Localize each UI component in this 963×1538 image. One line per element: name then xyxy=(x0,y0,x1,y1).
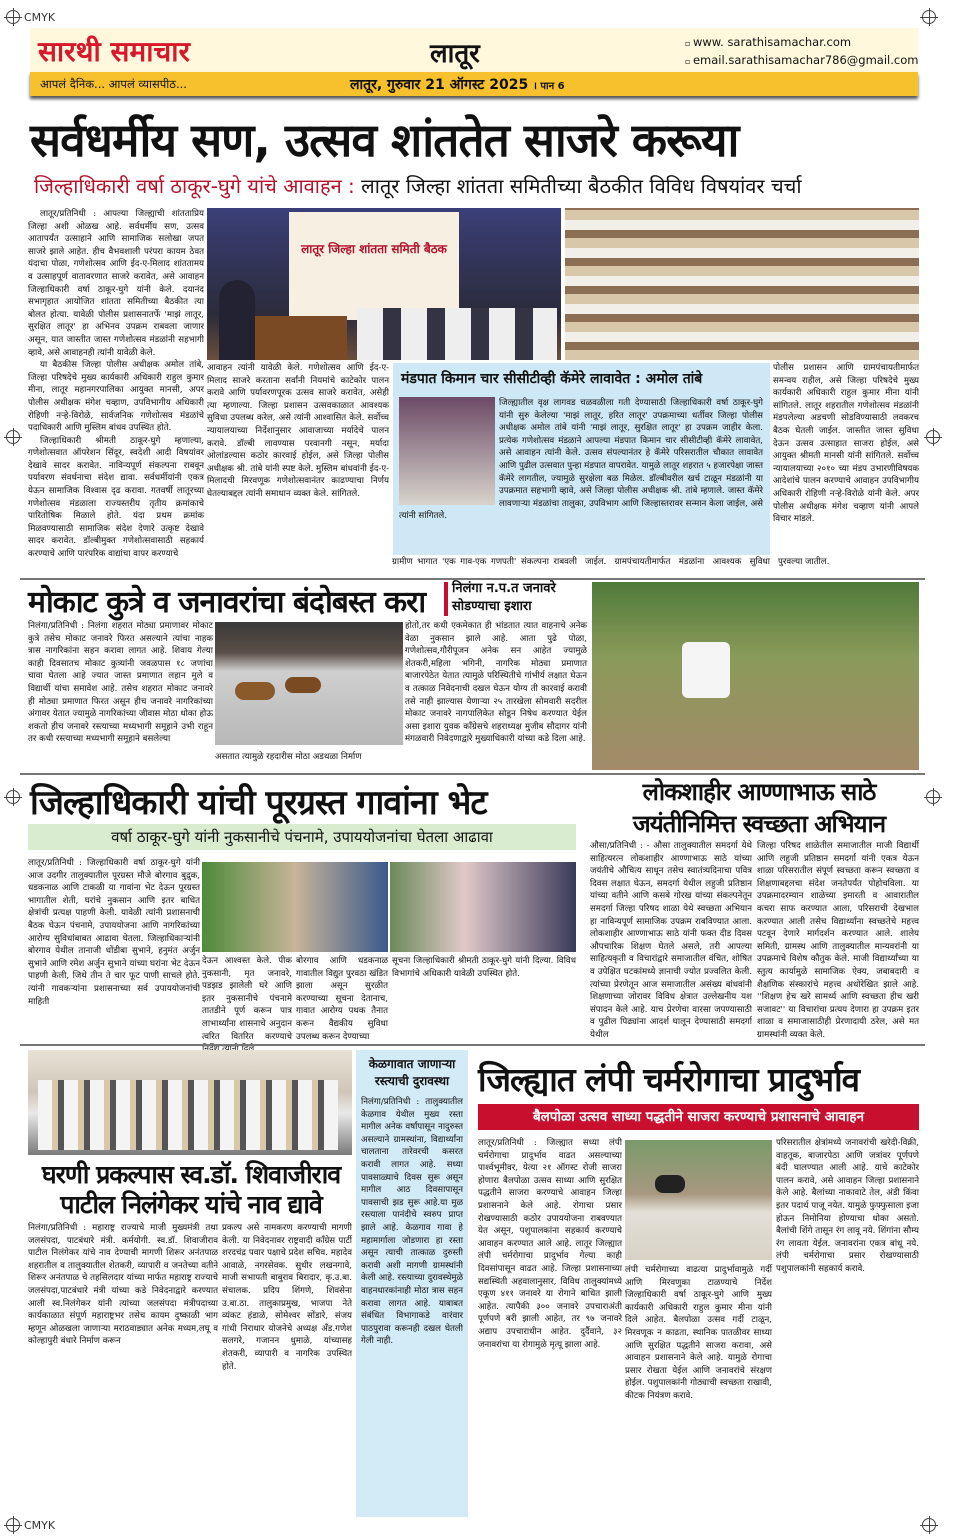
cow-figure xyxy=(285,677,321,693)
lumpy-headline: जिल्ह्यात लंपी चर्मरोगाचा प्रादुर्भाव xyxy=(478,1060,860,1099)
tagline: आपलं दैनिक... आपलं व्यासपीठ... xyxy=(40,77,187,91)
dam-col1: निलंगा/प्रतिनिधी : महाराष्ट्र राज्याचे माजी मुख्यमंत्री तथा जलसंपदा, पाटबंधारे मंत्री. कर्मयोगी. स्व.डॉ. शिवाजीराव पाटील निलंगेकर यांचे नाव देण्याची मागणी शिरूर अनंतपाळ शहरातील व तालुक्यातील शेतकरी, व्यापारी व जनतेच्या वतीने शिरूर अनंतपाळ चे तहसिलदार यांच्या मार्फत महाराष्ट्र राज्याचे जलसंपदा,पाटबंधारे मंत्री यांच्या कडे निवेदनाद्वारे करण्यात आली स्व.निलंगेकर यांनी त्यांच्या जलसंपदा मंत्रीपदाच्या कार्यकाळात संपूर्ण महाराष्ट्रभर तसेच कायम दुष्काळी भाग म्हणून ओळखला जाणाऱ्या मराठवाड्यात अनेक मध्यम,लघू व कोल्हापुरी बंधारे निर्माण करून xyxy=(28,1223,218,1347)
audience-photo xyxy=(565,208,919,360)
registration-mark-icon xyxy=(6,790,20,804)
lead-subheadline xyxy=(34,172,802,199)
cctv-box-text: जिल्ह्यातील वृक्ष लागवड चळवळीला गती देण्यासाठी जिल्हाधिकारी वर्षा ठाकूर-घुगे यांनी सुरु केलेल्या 'माझं लातूर, हरित लातूर' उपक्रमाच्या धर्तीवर जिल्हा पोलीस अधीक्षक अमोल तांबे यांनी 'माझं लातूर, सुरक्षित लातूर' हा उपक्रम जाहीर केला. प्रत्येक गणेशोत्सव मंडळाने आपल्या मंडपात किमान चार सीसीटीव्ही कॅमेरे लावावेत, असे आवाहन त्यांनी केले. उत्सव संपल्यानंतर हे कॅमेरे परिसरातील चौकात लावावेत आणि पुढील उत्सवात पुन्हा मंडपात वापरावेत. यामुळे लातूर शहरात ५ हजारपेक्षा जास्त कॅमेरे लागतील, ज्यामुळे सुरक्षेला बळ मिळेल. डॉल्बीवरील खर्च टाळून मंडळांनी या उपक्रमात सहभागी व्हावे, असे जिल्हा पोलीस अधीक्षक श्री. तांबे म्हणाले. जास्त कॅमेरे लावणाऱ्या मंडळांचा तालुका, उपविभाग आणि जिल्हास्तरावर सन्मान केला जाईल, असे त्यांनी सांगितले. xyxy=(399,398,763,522)
stray-cattle-photo xyxy=(215,622,403,745)
flood-col4: सूचना जिल्हाधिकारी श्रीमती ठाकूर-घुगे यांनी दिल्या. विविध विभागांचे अधिकारी यावेळी उपस्थित होते. xyxy=(392,956,576,979)
sathe-col2: जिल्हा परिषद शाळेतील समाजातील माजी विद्यार्थी आणि लहुजी प्रतिष्ठान समदर्गा यांनी एकत्र येऊन शाळा परिसरातील संपूर्ण स्वच्छता करून स्वच्छता व शिक्षणाबद्दलचा संदेश जनतेपर्यंत पोहोचविला. या उपक्रमादरम्यान शाळेच्या इमारती व आवारातील कचरा साफ करण्यात आला, परिसराची देखभाल करण्यात आली तसेच विद्यार्थ्यांना स्वच्छतेचे महत्त्व पटवून देणारे मार्गदर्शन करण्यात आले. शालेय समिती, ग्रामस्थ आणि तालुक्यातील मान्यवरांनी या उपक्रमाचे विशेष कौतुक केले. माजी विद्यार्थ्यांच्या या स्तुत्य कार्यामुळे सामाजिक ऐक्य, जबाबदारी व शैक्षणिक संस्कारांचे महत्त्व अधोरेखित झाले आहे. ''शिक्षण हेच खरे सामर्थ्य आणि स्वच्छता हीच खरी सजावट'' या विचारांचा प्रत्यय देणारा हा उपक्रम इतर शाळा व समाजासाठीही प्रेरणादायी ठरेल, असे मत ग्रामस्थांनी व्यक्त केले. xyxy=(757,841,919,1040)
contact-info: ▫ www. sarathisamachar.com ▫ email.sarathisamachar786@gmail.com xyxy=(685,35,919,67)
group-figures xyxy=(38,1080,338,1150)
registration-mark-icon xyxy=(6,430,20,444)
dateline xyxy=(350,75,565,94)
speaker-figure xyxy=(219,280,255,360)
cow-figure xyxy=(655,1175,685,1193)
sathe-headline-line1: लोकशाहीर आण्णाभाऊ साठे xyxy=(642,778,876,806)
lead-article-col2: आवाहन त्यांनी यावेळी केले. गणेशोत्सव आणि ईद-ए-मिलाद साजरे करताना सर्वांनी नियमांचे काटेकोर पालन करावे आणि पर्यावरणपूरक उत्सव साजरे करावेत, असेही त्या म्हणाल्या. जिल्हा प्रशासन उत्सवकाळात आवश्यक सुविधा उपलब्ध करेल, असे त्यांनी आश्वासित केले. सर्वोच्च न्यायालयाच्या निर्देशानुसार आवाजाच्या मर्यादेचे पालन करावे. डॉल्बी लावण्यास परवानगी नसून, मर्यादा ओलांडल्यास कठोर कारवाई होईल, असे जिल्हा पोलीस अधीक्षक श्री. तांबे यांनी स्पष्ट केले. मुस्लिम बांधवांनी ईद-ए-मिलादची मिरवणूक गणेशोत्सवानंतर काढण्याचा निर्णय घेतल्याबद्दल त्यांनी समाधान व्यक्त केले. सांगितले. xyxy=(207,363,389,499)
registration-mark-icon xyxy=(922,1518,936,1532)
water-tank xyxy=(682,642,730,698)
registration-mark-icon xyxy=(6,10,20,24)
stray-headline: मोकाट कुत्रे व जनावरांचा बंदोबस्त करा xyxy=(28,585,426,620)
registration-mark-icon xyxy=(926,430,940,444)
memorandum-photo xyxy=(28,1050,352,1155)
divider xyxy=(20,773,925,775)
email-link[interactable]: email.sarathisamachar786@gmail.com xyxy=(692,53,919,67)
lead-article-col3: पोलीस प्रशासन आणि ग्रामपंचायतीमार्फत समन्वय राहील, असे जिल्हा परिषदेचे मुख्य कार्यकारी अधिकारी राहुल कुमार मीना यांनी सांगितले. लातूर शहरातील गणेशोत्सव मंडळांनी मंडपलेल्या अडचणी सोडविण्यासाठी लवकरच बैठक घेतली जाईल. जास्तीत जास्त सुविधा देऊन उत्सव उत्साहात साजरा होईल, असे आयुक्त श्रीमती मानसी यांनी सांगितले. सर्वोच्च न्यायालयाच्या २०१० च्या मंडप उभारणीविषयक आदेशांचे पालन करण्याचे आवाहन उपविभागीय अधिकारी रोहिणी नऱ्हे-विरोळे यांनी केले. अपर पोलीस अधीक्षक मंगेश चव्हाण यांनी आपले विचार मांडले. xyxy=(773,363,919,525)
lead-bottom-text: ग्रामीण भागात 'एक गाव-एक गणपती' संकल्पना राबवली जाईल. ग्रामपंचायतीमार्फत मंडळांना आवश्यक सुविधा पुरवल्या जातील. xyxy=(392,557,830,567)
dam-col2: प्रकल्प असे नामकरण करण्याची मागणी केली. या निवेदनावर राष्ट्रवादी काँग्रेस पार्टी शरदचंद्र पवार पक्षाचे प्रदेश सचिव. महादेव आवाळे, नगरसेवक. सुधीर लखनगावे, माजी सभापती बाबुराव बिरादार, कृ.उ.बा. संचालक. प्रदिप शिंगणे, शिवसेना उ.बा.ठा. तालुकाप्रमुख, भाजपा नेते व्यंकट हंडाळे, सोमेश्वर सोंडारे, संजय गांधी निराधार योजनेचे अध्यक्ष अँड.गणेश सलगरे, गजानन धुमाळे, यांच्यासह शेतकरी, व्यापारी व नागरिक उपस्थित होते. xyxy=(222,1223,352,1372)
lead-article-col1: लातूर/प्रतिनिधी : आपल्या जिल्ह्याची शांतताप्रिय जिल्हा अशी ओळख आहे. सर्वधर्मीय सण, उत्सव आतापर्यंत उत्साहाने आणि सामाजिक सलोखा जपत साजरे झाले आहेत. हीच वैभवशाली परंपरा कायम ठेवत यंदाचा पोळा, गणेशोत्सव आणि ईद-ए-मिलाद शांततामय व उत्साहपूर्ण वातावरणात साजरे करावेत, असे आवाहन जिल्हाधिकारी वर्षा ठाकूर-घुगे यांनी केले. दयानंद सभागृहात आयोजित शांतता समितीच्या बैठकीत त्या बोलत होत्या. यावेळी पोलीस प्रशासनातर्फे 'माझं लातूर, सुरक्षित लातूर' हा अभिनव उपक्रम राबवला जाणार असून, यात जास्तीत जास्त गणेशोत्सव मंडळांनी सहभागी व्हावे, असे आवाहनही त्यांनी यावेळी केले. या बैठकीस जिल्हा पोलीस अधीक्षक अमोल तांबे, जिल्हा परिषदेचे मुख्य कार्यकारी अधिकारी राहुल कुमार मीना, लातूर महानगरपालिका आयुक्त मानसी, अपर पोलीस अधीक्षक मंगेश चव्हाण, उपविभागीय अधिकारी रोहिणी नऱ्हे-विरोळे, सार्वजनिक गणेशोत्सव मंडळांचे पदाधिकारी आणि मुस्लिम बांधव उपस्थित होते. जिल्हाधिकारी श्रीमती ठाकूर-घुगे म्हणाल्या, गणेशोत्सवात ऑपरेशन सिंदूर, स्वदेशी आदी विषयांवर देखावे सादर करावेत. नाविन्यपूर्ण संकल्पना राबवून पर्यावरण संवर्धनाचा संदेश द्यावा. सर्वधर्मीयांनी एकत्र येऊन सामाजिक विश्वास दृढ करावा. गतवर्षी लातूरच्या गणेशोत्सव मंडळाला राज्यस्तरीय तृतीय क्रमांकाचे पारितोषिक मिळाले होते. यंदा प्रथम क्रमांक मिळवण्यासाठी सामाजिक संदेश देणारे उत्कृष्ट देखावे सादर करावेत. डॉल्बीमुक्त गणेशोत्सवासाठी सहकार्य करण्याचे आणि पारंपरिक वाद्यांचा वापर करण्याचे xyxy=(28,209,204,560)
sathe-headline xyxy=(600,776,918,840)
accent-bar xyxy=(444,582,448,616)
road-text: निलंगा/प्रतिनिधी : तालुक्यातील केळगाव येथील मुख्य रस्ता मागील अनेक वर्षांपासून नादुरुस्त असल्याने ग्रामस्थांना, विद्यार्थ्यांना चालताना तारेवरची कसरत करावी लागत आहे. सध्या पावसाळ्याचे दिवस सुरू असून मागील आठ दिवसापासून पावसाची झड सुरू आहे.या मुळ रस्त्याला पानंदीचे स्वरुप प्राप्त झाले आहे. केळगाव गावा हे महामार्गाला जोडणारा हा रस्ता असून त्याची तात्काळ दुरुस्ती करावी अशी मागणी ग्रामस्थांनी केली आहे. रस्त्याच्या दुरावस्थेमुळे वाहनधारकांनाही मोठा त्रास सहन करावा लागत आहे. याबाबत संबंधित विभागाकडे वारंवार पाठपुरावा करूनही दखल घेतली गेली नाही. xyxy=(361,1097,463,1347)
edition-name: लातूर xyxy=(430,39,480,69)
water-tank-photo xyxy=(592,582,919,770)
meeting-photo xyxy=(207,208,561,360)
cmyk-label: CMYK xyxy=(24,11,56,24)
registration-mark-icon xyxy=(926,790,940,804)
website-link[interactable]: www. sarathisamachar.com xyxy=(692,35,852,49)
cmyk-label: CMYK xyxy=(24,1519,56,1532)
subheadline-red: जिल्हाधिकारी वर्षा ठाकूर-घुगे यांचे आवाहन : xyxy=(34,174,355,198)
flood-photo-1 xyxy=(202,862,388,952)
road-headline: केळगावात जाणाऱ्या रस्त्याची दुरावस्था xyxy=(368,1057,456,1088)
stray-photo-caption: असतात त्यामुळे रहदारीस मोठा अडथळा निर्माण xyxy=(215,752,362,762)
lead-headline: सर्वधर्मीय सण, उत्सव शांततेत साजरे करूया xyxy=(30,113,739,167)
sathe-col1: औसा/प्रतिनिधी : - औसा तालुक्यातील समदर्गा येथे साहित्यरत्न लोकशाहीर आण्णाभाऊ साठे यांच्या जयंतीचे औचित्य साधून तसेच स्वातंत्र्यदिनाचा पवित्र दिवस लक्षात घेऊन, समदर्गा येथील लहुजी प्रतिष्ठान यांच्या वतीने आणि कसबे गोरख यांच्या संकल्पनेतून समदर्गा जिल्हा परिषद शाळा येथे स्वच्छता अभियान हा नाविन्यपूर्ण सामाजिक उपक्रम राबविण्यात आला. लोकशाहीर आण्णाभाऊ साठे यांनी फक्त दीड दिवस औपचारिक शिक्षण घेतले असले, तरी आपल्या साहित्यकृती व विचारांद्वारे समाजातील वंचित, शोषित व उपेक्षित घटकांमध्ये ज्ञानाची ज्योत प्रज्वलित केली. त्यांच्या प्रेरणेतून आज समाजातील असंख्य बांधवांनी शिक्षणाच्या जोरावर विविध क्षेत्रात उल्लेखनीय यश संपादन केले आहे. याच प्रेरणेचा वारसा जपण्यासाठी व पुढील पिढ्यांना आदर्श घालून देण्यासाठी समदर्गा येथील xyxy=(590,841,752,1040)
registration-mark-icon xyxy=(6,1518,20,1532)
road-box xyxy=(356,1050,468,1517)
flood-col1: लातूर/प्रतिनिधी : जिल्हाधिकारी वर्षा ठाकूर-घुगे यांनी आज उदगीर तालुक्यातील पूरग्रस्त मौजे बोरगाव बुद्रुक, धडकनाळ आणि टाकळी या गावांना भेट देऊन पूरग्रस्त भागातील शेती, घरांचे नुकसान आणि इतर बाधित क्षेत्रांची प्रत्यक्ष पाहणी केली. यावेळी त्यांनी प्रशासनाची बैठक घेऊन पंचनामे, उपाययोजना आणि नागरिकांच्या आरोग्य सुविधांबाबत आढावा घेतला. जिल्हाधिकाऱ्यांनी बोरगाव येथील तानाजी धोंडीबा सुभाने, हनुमंत अर्जुन सुभाने आणि रमेश अर्जुन सुभाने यांच्या घरांना भेट देऊन पाहणी केली, जिथे तीन ते चार फूट पाणी साचले होते. त्यांनी गावकऱ्यांना प्रशासनाच्या सर्व उपाययोजनांची माहिती xyxy=(28,858,200,1007)
cctv-box xyxy=(393,363,770,555)
flood-col3: बोरगाव आणि धडकनाळ गावातील विद्युत पुरवठा खंडित झाला असून सुरळीत करण्याच्या सूचना देतानाच, गावात आरोग्य पथक तैनात करून वैद्यकीय सुविधा उपलब्ध करून देण्याच्या xyxy=(296,956,388,1042)
sathe-headline-line2: जयंतीनिमित्त स्वच्छता अभियान xyxy=(632,810,886,838)
cattle-photo xyxy=(625,1140,772,1260)
flood-headline: जिल्हाधिकारी यांची पूरग्रस्त गावांना भेट xyxy=(30,783,487,823)
flood-subheadline: वर्षा ठाकूर-घुगे यांनी नुकसानीचे पंचनामे, उपाययोजनांचा घेतला आढावा xyxy=(28,824,576,850)
stray-col3: होतो,तर कधी एकमेकात ही भांडतात त्यात वाहनाचे अनेक वेळा नुकसान झाले आहे. आता पुढे पोळा, गणेशोत्सव,गौरीपूजन अनेक सन आहेत ज्यामुळे शेतकरी,महिला भगिनी, नागरिक मोठ्या प्रमाणात बाजारपेठेत येतात त्यामुळे परिस्थितीचे गांभीर्य लक्षात घेऊन व तत्काळ निवेदनाची दखल घेऊन योग्य ती कारवाई करावी तसे नाही झाल्यास येणाऱ्या २५ तारखेला सोमवारी सदरील मोकाट जनावरे नागपालिकेत सोडून निषेध करण्यात येईल असा इशारा युवक काँग्रेसचे शहराध्यक्ष मुजीब सौदागर यांनी मंगळवारी निवेदणाद्वारे मुख्याधिकारी यांच्या कडे दिला आहे. xyxy=(405,621,587,745)
lumpy-col1: लातूर/प्रतिनिधी : जिल्ह्यात सध्या लंपी चर्मरोगाचा प्रादुर्भाव वाढत असल्याच्या पार्श्वभूमीवर, येत्या २१ ऑगस्ट रोजी साजरा होणारा बैलपोळा उत्सव साध्या आणि सुरक्षित पद्धतीने साजरा करण्याचे आवाहन जिल्हा प्रशासनाने केले आहे. रोगाचा प्रसार रोखण्यासाठी कठोर उपाययोजना राबवण्यात येत असून, पशुपालकांना सहकार्य करण्याचे आवाहन करण्यात आले आहे. लातूर जिल्ह्यात लंपी चर्मरोगाचा प्रादुर्भाव गेल्या काही दिवसांपासून वाढत आहे. जिल्हा प्रशासनाच्या सद्यस्थिती अहवालानुसार, विविध तालुक्यांमध्ये एकूण ४११ जनावरे या रोगाने बाधित झाली आहेत. त्यापैकी ३०० जनावरे उपचाराअंती पूर्णपणे बरी झाली आहेत, तर ९७ जनावरे अद्याप उपचाराधीन आहेत. दुर्दैवाने, ३२ जनावरांचा या रोगामुळे मृत्यू झाला आहे. xyxy=(478,1138,622,1350)
stray-subheadline: निलंगा न.प.त जनावरे सोडण्याचा इशारा xyxy=(452,581,556,614)
dais-guests xyxy=(357,308,557,360)
lumpy-col3: परिसरातील क्षेत्रांमध्ये जनावरांची खरेदी-विक्री, वाहतूक, बाजारपेठा आणि जत्रांवर पूर्णपणे बंदी घालण्यात आली आहे. याचे काटेकोर पालन करावे, असे आवाहन जिल्हा प्रशासनाने केले आहे. बैलांच्या नाकावाटे तेल, अंडी किंवा इतर पदार्थ पाजू नयेत. यामुळे फुफ्फुसाला इजा होऊन निमोनिया होण्याचा धोका असतो. बैलांची शिंगे तासून रंग लावू नये. शिंगांना सौम्य रंग लावता येईल. जनावरांना एकत्र बांधू नये. लंपी चर्मरोगाचा प्रसार रोखण्यासाठी पशुपालकांनी सहकार्य करावे. xyxy=(776,1138,919,1274)
stray-col1: निलंगा/प्रतिनिधी : निलंगा शहरात मोठ्या प्रमाणावर मोकाट कुत्रे तसेच मोकाट जनावरे फिरत असल्याने त्यांचा नाहक त्रास नागरिकांना सहन करावा लागत आहे. शिवाय गेल्या काही दिवसातच मोकाट कुत्र्यांनी जवळपास १८ जणांचा चावा घेतला आहे ज्यात जास्त प्रमाणात लहान मुले व विद्यार्थी यांचा समावेश आहे. तसेच शहरात मोकाट जनावरे ही मोठ्या प्रमाणात फिरत असून हीच जनावरे नागरिकांच्या अंगावर येतात ज्यामुळे नागरिकांच्या जीवास मोठा धोका होऊ शकतो हीच जनावरे रस्त्याच्या मध्यभागी समूहाने उभी राहून तर कधी रस्त्याच्या मध्यभागी समूहाने बसलेल्या xyxy=(28,621,213,745)
page-number: । पान 6 xyxy=(533,81,565,92)
dam-headline: घरणी प्रकल्पास स्व.डॉ. शिवाजीराव पाटील निलंगेकर यांचे नाव द्यावे xyxy=(41,1160,341,1219)
subheadline-black: लातूर जिल्हा शांतता समितीच्या बैठकीत विविध विषयांवर चर्चा xyxy=(361,174,802,198)
date-text: लातूर, गुरुवार 21 ऑगस्ट 2025 xyxy=(350,77,529,93)
newspaper-logo: सारथी समाचार xyxy=(38,35,190,68)
flood-col2: देऊन आश्वस्त केले. पीक नुकसानी, मृत जनावरे, पडझड झालेली घरे आणि इतर नुकसानीचे पंचनामे तातडीने पूर्ण करून पात्र लाभार्थ्यांना शासनाचे अनुदान त्वरित वितरित करण्याचे xyxy=(202,956,292,1042)
registration-mark-icon xyxy=(922,10,936,24)
cctv-box-headline: मंडपात किमान चार सीसीटीव्ही कॅमेरे लावावेत : अमोल तांबे xyxy=(401,371,703,387)
lumpy-col2: लंपी चर्मरोगाच्या वाढत्या प्रादुर्भावामुळे गर्दी आणि मिरवणुका टाळण्याचे निर्देश जिल्हाधिकारी वर्षा ठाकूर-घुगे आणि मुख्य कार्यकारी अधिकारी राहुल कुमार मीना यांनी दिले आहेत. बैलपोळा उत्सव गर्दी टाळून, मिरवणूक न काढता, स्थानिक पातळीवर साध्या आणि सुरक्षित पद्धतीने साजरा करावा, असे आवाहन प्रशासनाने केले आहे. यामुळे रोगाचा प्रसार रोखता येईल आणि जनावरांचे संरक्षण होईल. पशुपालकांनी गोठ्याची स्वच्छता राखावी, कीटक नियंत्रण करावे. xyxy=(625,1265,772,1401)
lumpy-banner: बैलपोळा उत्सव साध्या पद्धतीने साजरा करण्याचे प्रशासनाचे आवाहन xyxy=(478,1104,919,1130)
photo-banner-text: लातूर जिल्हा शांतता समिती बैठक xyxy=(289,212,459,320)
divider xyxy=(20,1044,925,1046)
cow-figure xyxy=(235,682,275,700)
